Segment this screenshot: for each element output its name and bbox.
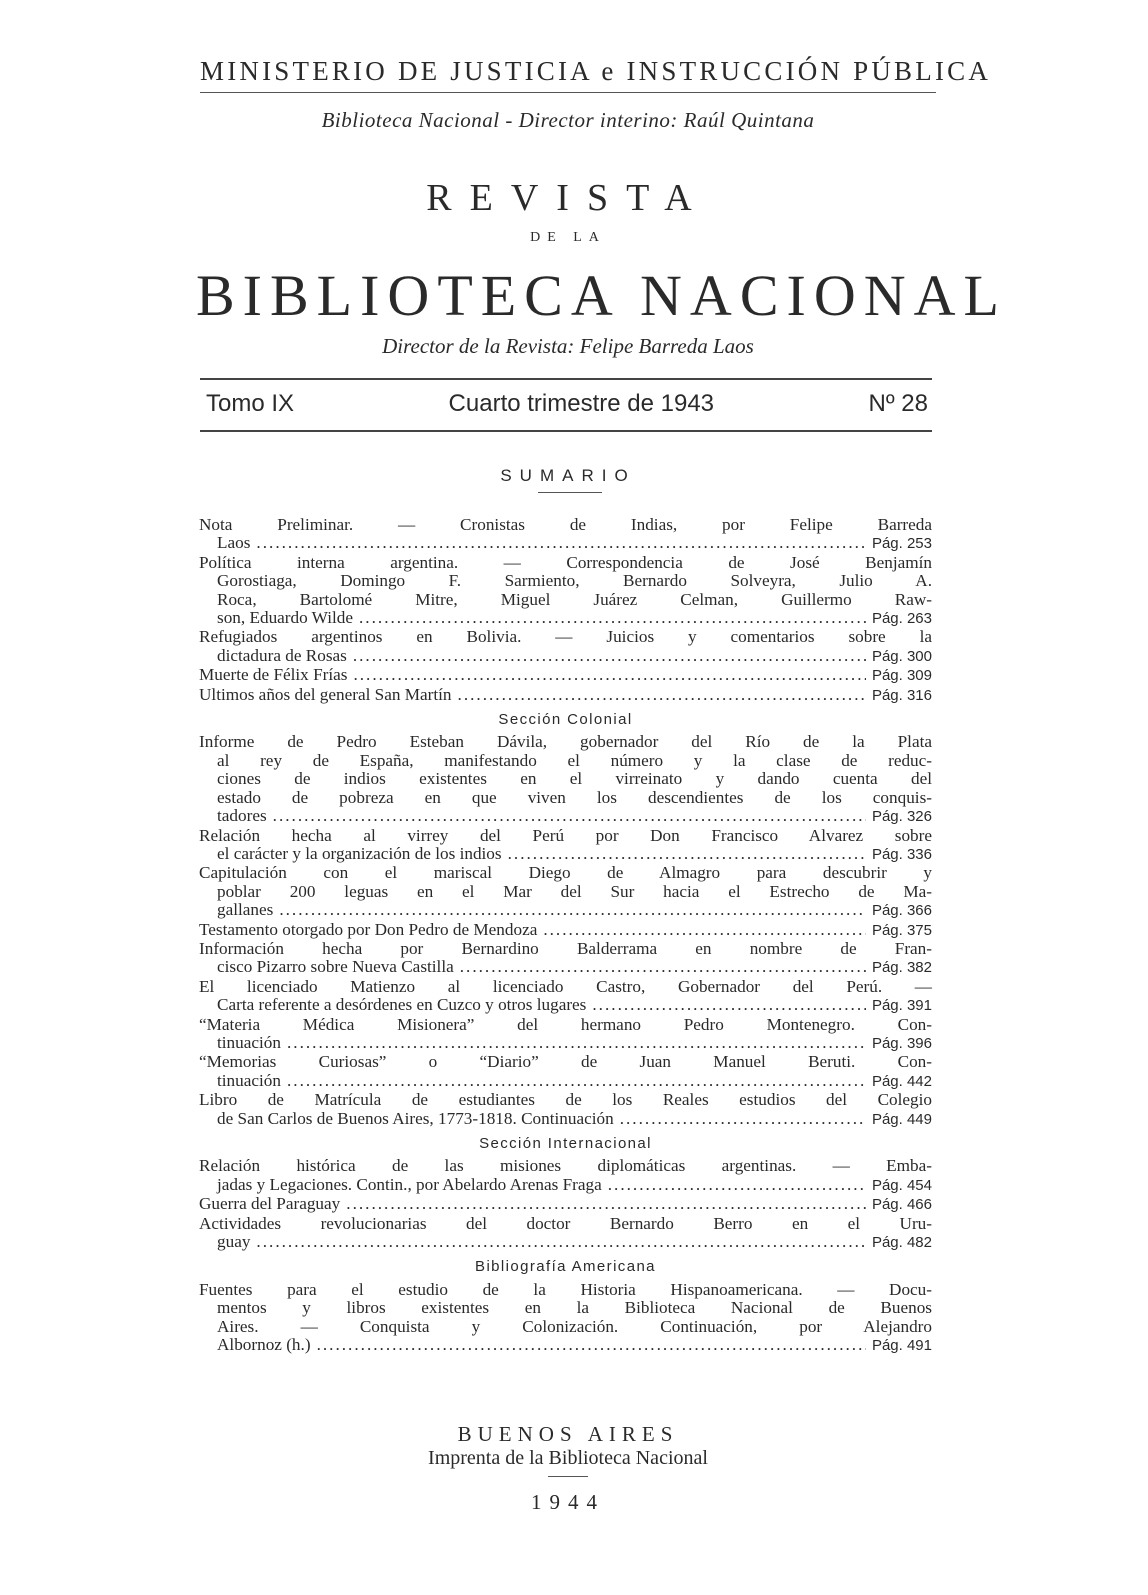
toc-entry-leader-line <box>199 921 932 940</box>
toc-entry <box>199 628 932 666</box>
toc-page-number: Pág. 375 <box>871 921 932 939</box>
toc-page-number: Pág. 253 <box>871 535 932 553</box>
toc-entry <box>199 554 932 629</box>
divider <box>538 492 602 493</box>
issue-number: Nº 28 <box>868 390 928 417</box>
toc-entry-leader-line <box>199 686 932 705</box>
title-de-la: DE LA <box>530 230 606 245</box>
toc-entry-title: Refugiados argentinos en Bolivia. — Juicios y comentarios sobre la <box>199 627 932 647</box>
toc-entry-leader-line <box>199 901 932 920</box>
issue-row <box>206 390 928 418</box>
journal-director-line: Director de la Revista: Felipe Barreda Laos <box>382 334 754 358</box>
toc-entry <box>199 1157 932 1195</box>
toc-entry-continuation: Aires. — Conquista y Colonización. Continuación, por Alejandro <box>217 1316 932 1336</box>
tomo-label: Tomo IX <box>206 390 295 417</box>
toc-entry-leader-line <box>199 1233 932 1252</box>
toc-entry-leader-line <box>199 807 932 826</box>
toc-block-colonial <box>199 733 932 1129</box>
dot-leader <box>287 1034 866 1052</box>
toc-entry-text: guay <box>217 1232 251 1252</box>
footer-year: 1944 <box>531 1490 605 1514</box>
toc-entry-leader-line <box>199 609 932 628</box>
toc-entry-leader-line <box>199 1034 932 1053</box>
dot-leader <box>458 686 866 704</box>
library-director-line: Biblioteca Nacional - Director interino: Raúl Quintana <box>321 108 815 132</box>
toc-entry-continuation: poblar 200 leguas en el Mar del Sur hacia el Estrecho de Ma- <box>217 881 932 901</box>
toc-entry-text: Testamento otorgado por Don Pedro de Mendoza <box>199 919 538 939</box>
footer-printer: Imprenta de la Biblioteca Nacional <box>428 1447 708 1469</box>
toc-entry-leader-line <box>199 1176 932 1195</box>
toc-entry <box>199 1091 932 1129</box>
toc-entry-text: Ultimos años del general San Martín <box>199 684 452 704</box>
toc-entry-leader-line <box>199 1336 932 1355</box>
toc-entry-text: son, Eduardo Wilde <box>217 608 353 628</box>
toc-entry-title: “Materia Médica Misionera” del hermano Pedro Montenegro. Con- <box>199 1014 932 1034</box>
toc-entry-text: tinuación <box>217 1070 281 1090</box>
dot-leader <box>353 647 866 665</box>
toc-entry-text: jadas y Legaciones. Contin., por Abelardo Arenas Fraga <box>217 1174 602 1194</box>
dot-leader <box>273 807 866 825</box>
dot-leader <box>608 1176 866 1194</box>
toc-entry-leader-line <box>199 534 932 553</box>
toc-entry-leader-line <box>199 1195 932 1214</box>
divider <box>200 430 932 432</box>
toc-entry <box>199 940 932 978</box>
dot-leader <box>279 901 866 919</box>
toc-entry-text: dictadura de Rosas <box>217 645 347 665</box>
toc-page-number: Pág. 326 <box>871 808 932 826</box>
toc-entry-title: Libro de Matrícula de estudiantes de los Reales estudios del Colegio <box>199 1090 932 1110</box>
toc-entry-title: Fuentes para el estudio de la Historia Hispanoamericana. — Docu- <box>199 1279 932 1299</box>
divider <box>200 378 932 380</box>
dot-leader <box>346 1195 866 1213</box>
toc-entry-continuation: Roca, Bartolomé Mitre, Miguel Juárez Celman, Guillermo Raw- <box>217 589 932 609</box>
toc-entry-text: tadores <box>217 806 267 826</box>
toc-entry-text: tinuación <box>217 1032 281 1052</box>
toc-page-number: Pág. 466 <box>871 1196 932 1214</box>
toc-page-number: Pág. 482 <box>871 1234 932 1252</box>
toc-entry-text: cisco Pizarro sobre Nueva Castilla <box>217 957 454 977</box>
toc-page-number: Pág. 454 <box>871 1176 932 1194</box>
toc-entry <box>199 666 932 685</box>
dot-leader <box>287 1072 866 1090</box>
sumario-heading: SUMARIO <box>500 466 636 485</box>
toc-entry-leader-line <box>199 996 932 1015</box>
toc-entry-title: El licenciado Matienzo al licenciado Castro, Gobernador del Perú. — <box>199 976 932 996</box>
toc-entry <box>199 1053 932 1091</box>
toc-entry-text: Guerra del Paraguay <box>199 1194 341 1214</box>
toc-entry <box>199 827 932 865</box>
toc-entry <box>199 864 932 920</box>
section-colonial-heading: Sección Colonial <box>498 711 633 729</box>
dot-leader <box>620 1110 866 1128</box>
toc-entry <box>199 1281 932 1356</box>
toc-entry <box>199 733 932 826</box>
toc-page-number: Pág. 391 <box>871 997 932 1015</box>
toc-entry-continuation: ciones de indios existentes en el virreinato y dando cuenta del <box>217 769 932 789</box>
section-bibliografia-heading: Bibliografía Americana <box>475 1258 656 1276</box>
toc-entry-title: Actividades revolucionarias del doctor Bernardo Berro en el Uru- <box>199 1213 932 1233</box>
dot-leader <box>359 609 866 627</box>
dot-leader <box>317 1336 866 1354</box>
table-of-contents <box>199 516 932 1355</box>
toc-entry-leader-line <box>199 845 932 864</box>
toc-page-number: Pág. 316 <box>871 686 932 704</box>
toc-entry-title: Informe de Pedro Esteban Dávila, gobernador del Río de la Plata <box>199 732 932 752</box>
toc-entry-title: Información hecha por Bernardino Balderrama en nombre de Fran- <box>199 938 932 958</box>
title-biblioteca-nacional: BIBLIOTECA NACIONAL <box>196 263 1007 328</box>
title-revista: REVISTA <box>426 177 710 219</box>
toc-entry-leader-line <box>199 1072 932 1091</box>
toc-entry-continuation: estado de pobreza en que viven los descendientes de los conquis- <box>217 787 932 807</box>
toc-entry-leader-line <box>199 1110 932 1129</box>
toc-block-internacional <box>199 1157 932 1252</box>
toc-entry-text: de San Carlos de Buenos Aires, 1773-1818. Continuación <box>217 1108 614 1128</box>
toc-entry-title: Política interna argentina. — Correspondencia de José Benjamín <box>199 552 932 572</box>
toc-page-number: Pág. 491 <box>871 1337 932 1355</box>
toc-entry <box>199 516 932 554</box>
toc-entry-continuation: mentos y libros existentes en la Biblioteca Nacional de Buenos <box>217 1298 932 1318</box>
toc-entry <box>199 1195 932 1214</box>
toc-page-number: Pág. 382 <box>871 959 932 977</box>
toc-entry-text: Muerte de Félix Frías <box>199 665 348 685</box>
dot-leader <box>256 1233 866 1251</box>
dot-leader <box>256 534 866 552</box>
dot-leader <box>460 958 866 976</box>
toc-page-number: Pág. 300 <box>871 647 932 665</box>
toc-entry-leader-line <box>199 666 932 685</box>
toc-entry-title: Capitulación con el mariscal Diego de Almagro para descubrir y <box>199 863 932 883</box>
ministry-heading: MINISTERIO DE JUSTICIA e INSTRUCCIÓN PÚBLICA <box>200 56 992 86</box>
section-internacional-heading: Sección Internacional <box>479 1135 652 1152</box>
issue-period: Cuarto trimestre de 1943 <box>448 390 715 417</box>
dot-leader <box>543 921 866 939</box>
dot-leader <box>508 845 866 863</box>
toc-entry <box>199 978 932 1016</box>
toc-entry-text: el carácter y la organización de los indios <box>217 843 502 863</box>
footer-city: BUENOS AIRES <box>457 1422 679 1446</box>
dot-leader <box>353 666 865 684</box>
toc-entry <box>199 686 932 705</box>
toc-entry <box>199 921 932 940</box>
toc-entry-text: Albornoz (h.) <box>217 1335 311 1355</box>
toc-entry-text: gallanes <box>217 900 274 920</box>
toc-page-number: Pág. 449 <box>871 1110 932 1128</box>
toc-entry-text: Carta referente a desórdenes en Cuzco y otros lugares <box>217 995 587 1015</box>
toc-entry-title: “Memorias Curiosas” o “Diario” de Juan Manuel Beruti. Con- <box>199 1052 932 1072</box>
toc-entry-continuation: al rey de España, manifestando el número y la clase de reduc- <box>217 750 932 770</box>
toc-page-number: Pág. 442 <box>871 1072 932 1090</box>
toc-block-bibliografia <box>199 1281 932 1356</box>
toc-page-number: Pág. 336 <box>871 845 932 863</box>
divider <box>200 92 936 93</box>
toc-entry-title: Relación histórica de las misiones diplomáticas argentinas. — Emba- <box>199 1156 932 1176</box>
toc-entry <box>199 1215 932 1253</box>
toc-page-number: Pág. 396 <box>871 1034 932 1052</box>
toc-entry-leader-line <box>199 958 932 977</box>
toc-page-number: Pág. 263 <box>871 610 932 628</box>
toc-page-number: Pág. 366 <box>871 902 932 920</box>
toc-entry-title: Nota Preliminar. — Cronistas de Indias, por Felipe Barreda <box>199 515 932 534</box>
toc-entry-continuation: Gorostiaga, Domingo F. Sarmiento, Bernardo Solveyra, Julio A. <box>217 571 932 591</box>
toc-entry-title: Relación hecha al virrey del Perú por Don Francisco Alvarez sobre <box>199 825 932 845</box>
toc-page-number: Pág. 309 <box>871 667 932 685</box>
divider <box>548 1476 588 1477</box>
toc-block-main <box>199 516 932 705</box>
toc-entry-text: Laos <box>217 533 251 553</box>
dot-leader <box>592 996 866 1014</box>
toc-entry-leader-line <box>199 647 932 666</box>
toc-entry <box>199 1016 932 1054</box>
